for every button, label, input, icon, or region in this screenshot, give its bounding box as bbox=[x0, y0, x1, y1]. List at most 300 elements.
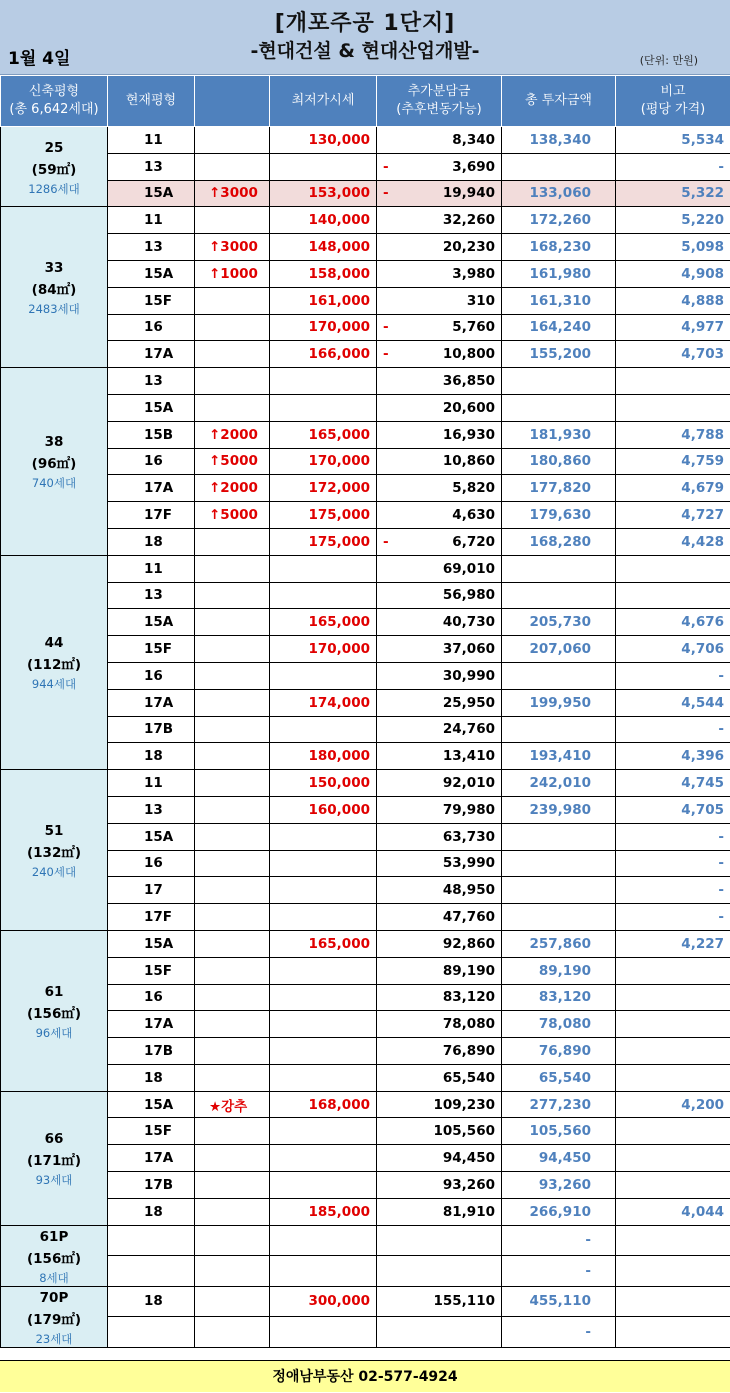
col-change-header bbox=[195, 76, 270, 127]
table-row bbox=[1, 1038, 730, 1065]
additional-cost-value: 93,260 bbox=[443, 1177, 495, 1193]
additional-cost-value: 4,630 bbox=[452, 507, 495, 523]
min-price-cell: 185,000 bbox=[270, 1198, 377, 1225]
price-change-cell bbox=[195, 1064, 270, 1091]
price-change-cell bbox=[195, 1038, 270, 1065]
total-investment-cell: 207,060 bbox=[502, 636, 616, 663]
date-label: 1월 4일 bbox=[8, 44, 70, 69]
additional-cost-cell bbox=[377, 770, 502, 797]
current-size-cell: 15A bbox=[108, 180, 195, 207]
table-row bbox=[1, 341, 730, 368]
size-group-cell bbox=[1, 127, 108, 207]
new-area: (132㎡) bbox=[1, 842, 107, 864]
price-per-pyeong-cell bbox=[616, 555, 730, 582]
min-price-cell bbox=[270, 368, 377, 395]
negative-sign: - bbox=[383, 346, 389, 362]
additional-cost-value: 65,540 bbox=[443, 1070, 495, 1086]
additional-cost-cell bbox=[377, 1011, 502, 1038]
current-size-cell: 15A bbox=[108, 394, 195, 421]
price-change-cell bbox=[195, 368, 270, 395]
additional-cost-value: 78,080 bbox=[443, 1016, 495, 1032]
additional-cost-cell bbox=[377, 555, 502, 582]
additional-cost-cell bbox=[377, 394, 502, 421]
min-price-cell: 174,000 bbox=[270, 689, 377, 716]
size-group-cell bbox=[1, 1091, 108, 1225]
additional-cost-value: 310 bbox=[467, 293, 495, 309]
additional-cost-cell bbox=[377, 314, 502, 341]
min-price-cell bbox=[270, 1145, 377, 1172]
total-investment-cell bbox=[502, 823, 616, 850]
table-row bbox=[1, 850, 730, 877]
current-size-cell: 17B bbox=[108, 1038, 195, 1065]
additional-cost-cell bbox=[377, 127, 502, 154]
price-per-pyeong-cell: 4,679 bbox=[616, 475, 730, 502]
price-change-cell bbox=[195, 957, 270, 984]
total-investment-cell bbox=[502, 555, 616, 582]
total-investment-cell: 94,450 bbox=[502, 1145, 616, 1172]
total-investment-cell: 179,630 bbox=[502, 502, 616, 529]
table-body bbox=[1, 127, 730, 1348]
price-change-cell bbox=[195, 394, 270, 421]
current-size-cell: 15A bbox=[108, 260, 195, 287]
additional-cost-value: 89,190 bbox=[443, 963, 495, 979]
current-size-cell: 11 bbox=[108, 555, 195, 582]
total-investment-cell: 65,540 bbox=[502, 1064, 616, 1091]
price-change-cell bbox=[195, 850, 270, 877]
current-size-cell: 17F bbox=[108, 502, 195, 529]
table-row bbox=[1, 287, 730, 314]
current-size-cell: 13 bbox=[108, 796, 195, 823]
page-subtitle: -현대건설 & 현대산업개발- bbox=[0, 36, 730, 63]
min-price-cell bbox=[270, 1256, 377, 1287]
table-row bbox=[1, 180, 730, 207]
price-per-pyeong-cell: 4,200 bbox=[616, 1091, 730, 1118]
table-row bbox=[1, 1145, 730, 1172]
additional-cost-value: 47,760 bbox=[443, 909, 495, 925]
additional-cost-cell bbox=[377, 984, 502, 1011]
price-change-cell: ↑5000 bbox=[195, 448, 270, 475]
new-area: (112㎡) bbox=[1, 654, 107, 676]
price-per-pyeong-cell: 4,044 bbox=[616, 1198, 730, 1225]
footer-contact: 정애남부동산 02-577-4924 bbox=[0, 1360, 730, 1392]
additional-cost-cell bbox=[377, 1091, 502, 1118]
price-per-pyeong-cell: - bbox=[616, 153, 730, 180]
min-price-cell: 150,000 bbox=[270, 770, 377, 797]
current-size-cell: 17A bbox=[108, 475, 195, 502]
col-current-size-header: 현재평형 bbox=[108, 76, 195, 127]
size-group-cell bbox=[1, 1286, 108, 1347]
current-size-cell: 15F bbox=[108, 287, 195, 314]
price-change-cell bbox=[195, 716, 270, 743]
price-change-cell bbox=[195, 743, 270, 770]
unit-label: (단위: 만원) bbox=[640, 52, 698, 68]
min-price-cell bbox=[270, 984, 377, 1011]
price-change-cell bbox=[195, 1317, 270, 1348]
table-row bbox=[1, 448, 730, 475]
table-row bbox=[1, 555, 730, 582]
additional-cost-cell bbox=[377, 796, 502, 823]
price-change-cell bbox=[195, 1286, 270, 1317]
additional-cost-cell bbox=[377, 528, 502, 555]
additional-cost-cell bbox=[377, 234, 502, 261]
additional-cost-value: 24,760 bbox=[443, 721, 495, 737]
table-row bbox=[1, 689, 730, 716]
additional-cost-cell bbox=[377, 636, 502, 663]
new-size: 66 bbox=[1, 1128, 107, 1150]
additional-cost-cell bbox=[377, 716, 502, 743]
total-investment-cell bbox=[502, 716, 616, 743]
additional-cost-cell bbox=[377, 850, 502, 877]
table-row bbox=[1, 984, 730, 1011]
current-size-cell: 16 bbox=[108, 448, 195, 475]
price-change-cell: ↑2000 bbox=[195, 421, 270, 448]
table-row bbox=[1, 1198, 730, 1225]
total-investment-cell: 172,260 bbox=[502, 207, 616, 234]
min-price-cell: 300,000 bbox=[270, 1286, 377, 1317]
min-price-cell bbox=[270, 153, 377, 180]
current-size-cell: 18 bbox=[108, 743, 195, 770]
table-row bbox=[1, 662, 730, 689]
price-per-pyeong-cell: 4,759 bbox=[616, 448, 730, 475]
current-size-cell: 13 bbox=[108, 368, 195, 395]
table-row bbox=[1, 234, 730, 261]
current-size-cell: 17A bbox=[108, 341, 195, 368]
additional-cost-value: 25,950 bbox=[443, 695, 495, 711]
price-per-pyeong-cell: 4,227 bbox=[616, 930, 730, 957]
current-size-cell: 15F bbox=[108, 636, 195, 663]
total-investment-cell: 181,930 bbox=[502, 421, 616, 448]
price-per-pyeong-cell bbox=[616, 582, 730, 609]
additional-cost-value: 5,820 bbox=[452, 480, 495, 496]
min-price-cell bbox=[270, 1317, 377, 1348]
price-change-cell bbox=[195, 555, 270, 582]
additional-cost-cell bbox=[377, 823, 502, 850]
current-size-cell: 17B bbox=[108, 716, 195, 743]
new-size: 38 bbox=[1, 431, 107, 453]
total-investment-cell: 168,230 bbox=[502, 234, 616, 261]
price-per-pyeong-cell: 4,705 bbox=[616, 796, 730, 823]
additional-cost-value: 48,950 bbox=[443, 882, 495, 898]
additional-cost-cell bbox=[377, 1038, 502, 1065]
min-price-cell: 158,000 bbox=[270, 260, 377, 287]
current-size-cell bbox=[108, 1256, 195, 1287]
price-change-cell bbox=[195, 207, 270, 234]
min-price-cell: 180,000 bbox=[270, 743, 377, 770]
price-change-cell bbox=[195, 528, 270, 555]
min-price-cell: 175,000 bbox=[270, 502, 377, 529]
table-row bbox=[1, 1091, 730, 1118]
additional-cost-value: 53,990 bbox=[443, 855, 495, 871]
min-price-cell: 153,000 bbox=[270, 180, 377, 207]
price-per-pyeong-cell bbox=[616, 1172, 730, 1199]
current-size-cell bbox=[108, 1317, 195, 1348]
household-count: 23세대 bbox=[1, 1331, 107, 1347]
negative-sign: - bbox=[383, 319, 389, 335]
total-investment-cell: 257,860 bbox=[502, 930, 616, 957]
table-row bbox=[1, 153, 730, 180]
total-investment-cell bbox=[502, 368, 616, 395]
additional-cost-value: 20,230 bbox=[443, 239, 495, 255]
col-note-header: 비고 (평당 가격) bbox=[616, 76, 730, 127]
min-price-cell bbox=[270, 1118, 377, 1145]
table-row bbox=[1, 796, 730, 823]
price-per-pyeong-cell: - bbox=[616, 823, 730, 850]
additional-cost-cell bbox=[377, 1118, 502, 1145]
price-per-pyeong-cell bbox=[616, 1256, 730, 1287]
size-group-cell bbox=[1, 555, 108, 769]
price-change-cell bbox=[195, 153, 270, 180]
price-change-cell bbox=[195, 904, 270, 931]
total-investment-cell: 199,950 bbox=[502, 689, 616, 716]
total-investment-cell bbox=[502, 877, 616, 904]
min-price-cell: 170,000 bbox=[270, 636, 377, 663]
total-investment-cell: 242,010 bbox=[502, 770, 616, 797]
min-price-cell bbox=[270, 394, 377, 421]
table-row bbox=[1, 1286, 730, 1317]
table-row bbox=[1, 1064, 730, 1091]
min-price-cell bbox=[270, 850, 377, 877]
table-row bbox=[1, 770, 730, 797]
price-change-cell bbox=[195, 1198, 270, 1225]
total-investment-cell bbox=[502, 394, 616, 421]
min-price-cell: 175,000 bbox=[270, 528, 377, 555]
current-size-cell: 15A bbox=[108, 609, 195, 636]
additional-cost-value: 3,980 bbox=[452, 266, 495, 282]
new-size: 70P bbox=[1, 1287, 107, 1309]
current-size-cell: 17F bbox=[108, 904, 195, 931]
new-area: (59㎡) bbox=[1, 159, 107, 181]
price-change-cell bbox=[195, 609, 270, 636]
total-investment-cell: - bbox=[502, 1256, 616, 1287]
table-row bbox=[1, 609, 730, 636]
col-additional-cost-header: 추가분담금 (추후변동가능) bbox=[377, 76, 502, 127]
current-size-cell: 15A bbox=[108, 1091, 195, 1118]
additional-cost-value: 6,720 bbox=[452, 534, 495, 550]
new-size: 61 bbox=[1, 981, 107, 1003]
min-price-cell: 165,000 bbox=[270, 930, 377, 957]
table-row bbox=[1, 1225, 730, 1256]
price-per-pyeong-cell: 4,788 bbox=[616, 421, 730, 448]
household-count: 96세대 bbox=[1, 1025, 107, 1041]
min-price-cell bbox=[270, 823, 377, 850]
new-area: (84㎡) bbox=[1, 279, 107, 301]
additional-cost-cell bbox=[377, 448, 502, 475]
table-row bbox=[1, 904, 730, 931]
new-size: 51 bbox=[1, 820, 107, 842]
current-size-cell: 11 bbox=[108, 127, 195, 154]
price-change-cell bbox=[195, 636, 270, 663]
total-investment-cell bbox=[502, 582, 616, 609]
additional-cost-cell bbox=[377, 502, 502, 529]
price-per-pyeong-cell: - bbox=[616, 850, 730, 877]
min-price-cell bbox=[270, 1038, 377, 1065]
price-per-pyeong-cell: - bbox=[616, 877, 730, 904]
price-per-pyeong-cell bbox=[616, 1118, 730, 1145]
size-group-cell bbox=[1, 207, 108, 368]
negative-sign: - bbox=[383, 534, 389, 550]
price-change-cell bbox=[195, 287, 270, 314]
additional-cost-cell bbox=[377, 877, 502, 904]
additional-cost-value: 10,800 bbox=[443, 346, 495, 362]
total-investment-cell: 266,910 bbox=[502, 1198, 616, 1225]
price-per-pyeong-cell: 4,908 bbox=[616, 260, 730, 287]
total-investment-cell: 105,560 bbox=[502, 1118, 616, 1145]
additional-cost-value: 155,110 bbox=[434, 1293, 496, 1309]
price-per-pyeong-cell: 4,888 bbox=[616, 287, 730, 314]
price-per-pyeong-cell: 5,220 bbox=[616, 207, 730, 234]
additional-cost-cell bbox=[377, 1198, 502, 1225]
table-row bbox=[1, 823, 730, 850]
min-price-cell: 172,000 bbox=[270, 475, 377, 502]
household-count: 1286세대 bbox=[1, 181, 107, 197]
min-price-cell: 140,000 bbox=[270, 207, 377, 234]
price-per-pyeong-cell: 5,098 bbox=[616, 234, 730, 261]
size-group-cell bbox=[1, 930, 108, 1091]
size-group-cell bbox=[1, 770, 108, 931]
price-per-pyeong-cell: 4,544 bbox=[616, 689, 730, 716]
price-per-pyeong-cell: - bbox=[616, 662, 730, 689]
current-size-cell: 17 bbox=[108, 877, 195, 904]
new-area: (171㎡) bbox=[1, 1150, 107, 1172]
price-change-cell bbox=[195, 1256, 270, 1287]
price-per-pyeong-cell bbox=[616, 394, 730, 421]
price-change-cell: ↑3000 bbox=[195, 234, 270, 261]
total-investment-cell: 168,280 bbox=[502, 528, 616, 555]
price-per-pyeong-cell: 4,727 bbox=[616, 502, 730, 529]
table-row bbox=[1, 127, 730, 154]
current-size-cell: 13 bbox=[108, 582, 195, 609]
additional-cost-value: 19,940 bbox=[443, 185, 495, 201]
additional-cost-value: 3,690 bbox=[452, 159, 495, 175]
price-per-pyeong-cell bbox=[616, 1317, 730, 1348]
total-investment-cell bbox=[502, 662, 616, 689]
additional-cost-cell bbox=[377, 689, 502, 716]
min-price-cell bbox=[270, 1172, 377, 1199]
table-row bbox=[1, 368, 730, 395]
table-row bbox=[1, 716, 730, 743]
min-price-cell bbox=[270, 904, 377, 931]
min-price-cell bbox=[270, 957, 377, 984]
min-price-cell bbox=[270, 582, 377, 609]
price-per-pyeong-cell bbox=[616, 1225, 730, 1256]
price-per-pyeong-cell bbox=[616, 1038, 730, 1065]
current-size-cell: 16 bbox=[108, 984, 195, 1011]
additional-cost-value: 13,410 bbox=[443, 748, 495, 764]
additional-cost-cell bbox=[377, 368, 502, 395]
current-size-cell: 15F bbox=[108, 957, 195, 984]
current-size-cell: 11 bbox=[108, 770, 195, 797]
household-count: 944세대 bbox=[1, 676, 107, 692]
table-row bbox=[1, 1317, 730, 1348]
price-per-pyeong-cell: - bbox=[616, 716, 730, 743]
current-size-cell: 18 bbox=[108, 528, 195, 555]
additional-cost-cell bbox=[377, 1286, 502, 1317]
current-size-cell: 18 bbox=[108, 1286, 195, 1317]
household-count: 2483세대 bbox=[1, 301, 107, 317]
current-size-cell: 16 bbox=[108, 662, 195, 689]
total-investment-cell: 205,730 bbox=[502, 609, 616, 636]
additional-cost-cell bbox=[377, 475, 502, 502]
price-change-cell bbox=[195, 1172, 270, 1199]
current-size-cell bbox=[108, 1225, 195, 1256]
total-investment-cell: 164,240 bbox=[502, 314, 616, 341]
additional-cost-value: 63,730 bbox=[443, 829, 495, 845]
col-new-size-header: 신축평형 (총 6,642세대) bbox=[1, 76, 108, 127]
new-area: (156㎡) bbox=[1, 1248, 107, 1270]
price-per-pyeong-cell: 4,977 bbox=[616, 314, 730, 341]
additional-cost-value: 94,450 bbox=[443, 1150, 495, 1166]
total-investment-cell: 76,890 bbox=[502, 1038, 616, 1065]
household-count: 8세대 bbox=[1, 1270, 107, 1286]
price-change-cell: ↑2000 bbox=[195, 475, 270, 502]
size-group-cell bbox=[1, 1225, 108, 1286]
current-size-cell: 16 bbox=[108, 850, 195, 877]
current-size-cell: 15A bbox=[108, 930, 195, 957]
price-change-cell bbox=[195, 341, 270, 368]
additional-cost-value: 76,890 bbox=[443, 1043, 495, 1059]
additional-cost-value: 81,910 bbox=[443, 1204, 495, 1220]
additional-cost-cell bbox=[377, 930, 502, 957]
total-investment-cell: 89,190 bbox=[502, 957, 616, 984]
new-size: 61P bbox=[1, 1226, 107, 1248]
table-row bbox=[1, 877, 730, 904]
price-change-cell: ↑3000 bbox=[195, 180, 270, 207]
additional-cost-cell bbox=[377, 207, 502, 234]
additional-cost-cell bbox=[377, 1064, 502, 1091]
additional-cost-cell bbox=[377, 153, 502, 180]
new-size: 44 bbox=[1, 632, 107, 654]
table-row bbox=[1, 207, 730, 234]
additional-cost-value: 30,990 bbox=[443, 668, 495, 684]
additional-cost-value: 79,980 bbox=[443, 802, 495, 818]
total-investment-cell bbox=[502, 850, 616, 877]
total-investment-cell: 133,060 bbox=[502, 180, 616, 207]
table-row bbox=[1, 394, 730, 421]
additional-cost-value: 20,600 bbox=[443, 400, 495, 416]
min-price-cell: 161,000 bbox=[270, 287, 377, 314]
price-change-cell bbox=[195, 1118, 270, 1145]
current-size-cell: 17A bbox=[108, 1011, 195, 1038]
additional-cost-cell bbox=[377, 1145, 502, 1172]
additional-cost-cell bbox=[377, 957, 502, 984]
total-investment-cell bbox=[502, 904, 616, 931]
price-per-pyeong-cell: 4,428 bbox=[616, 528, 730, 555]
price-per-pyeong-cell: 4,396 bbox=[616, 743, 730, 770]
additional-cost-cell bbox=[377, 180, 502, 207]
negative-sign: - bbox=[383, 159, 389, 175]
price-per-pyeong-cell: 4,703 bbox=[616, 341, 730, 368]
additional-cost-value: 32,260 bbox=[443, 212, 495, 228]
additional-cost-cell bbox=[377, 1256, 502, 1287]
additional-cost-cell bbox=[377, 287, 502, 314]
price-per-pyeong-cell: 5,322 bbox=[616, 180, 730, 207]
price-change-cell bbox=[195, 823, 270, 850]
additional-cost-value: 109,230 bbox=[434, 1097, 496, 1113]
price-change-cell bbox=[195, 796, 270, 823]
total-investment-cell: - bbox=[502, 1317, 616, 1348]
price-change-cell bbox=[195, 689, 270, 716]
current-size-cell: 15A bbox=[108, 823, 195, 850]
current-size-cell: 18 bbox=[108, 1064, 195, 1091]
price-change-cell: ★강추 bbox=[195, 1091, 270, 1118]
price-per-pyeong-cell bbox=[616, 368, 730, 395]
price-change-cell bbox=[195, 1225, 270, 1256]
price-change-cell bbox=[195, 1145, 270, 1172]
current-size-cell: 17A bbox=[108, 689, 195, 716]
total-investment-cell: 93,260 bbox=[502, 1172, 616, 1199]
min-price-cell: 165,000 bbox=[270, 421, 377, 448]
table-row bbox=[1, 260, 730, 287]
